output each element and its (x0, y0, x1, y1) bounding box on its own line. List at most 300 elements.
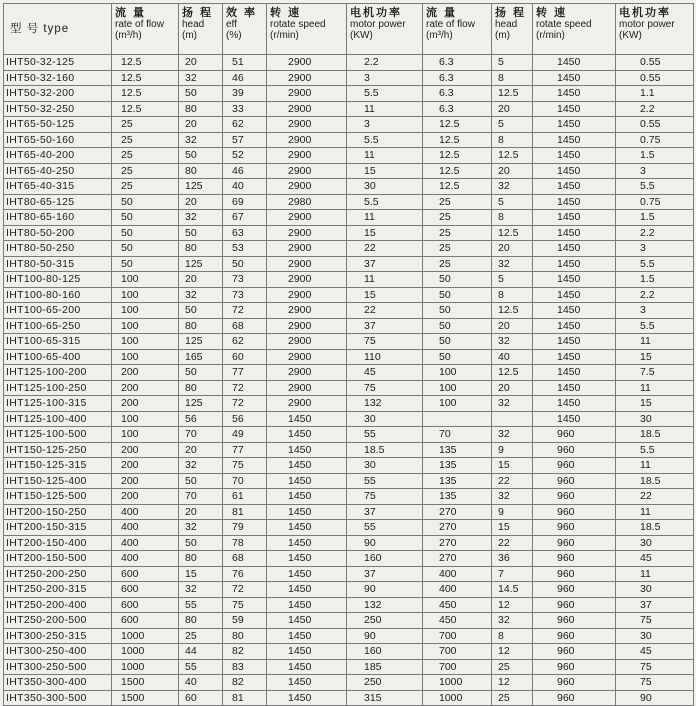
head-2-cell: 32 (492, 179, 533, 195)
motor-power-2-cell: 3 (616, 163, 694, 179)
head-cell: 56 (179, 411, 223, 427)
rate-of-flow-cell: 25 (112, 132, 179, 148)
motor-power-2-cell: 15 (616, 396, 694, 412)
rate-of-flow-2-cell: 700 (423, 644, 492, 660)
head-cell: 40 (179, 675, 223, 691)
model-cell: IHT80-50-200 (4, 225, 112, 241)
rotate-speed-cell: 2900 (267, 55, 347, 71)
rotate-speed-cell: 1450 (267, 442, 347, 458)
model-cell: IHT125-100-400 (4, 411, 112, 427)
motor-power-2-cell: 75 (616, 675, 694, 691)
table-row (4, 318, 694, 334)
rate-of-flow-2-cell: 50 (423, 287, 492, 303)
table-row (4, 411, 694, 427)
head-2-cell: 22 (492, 535, 533, 551)
model-cell: IHT50-32-200 (4, 86, 112, 102)
head-cell: 44 (179, 644, 223, 660)
rotate-speed-cell: 2900 (267, 241, 347, 257)
rate-of-flow-2-cell: 700 (423, 628, 492, 644)
head-cell: 50 (179, 535, 223, 551)
rotate-speed-cell: 2900 (267, 287, 347, 303)
rate-of-flow-2-cell: 450 (423, 597, 492, 613)
motor-power-cell: 11 (347, 210, 423, 226)
rate-of-flow-cell: 100 (112, 411, 179, 427)
header-eff: 效 率 eff (%) (223, 4, 267, 55)
head-cell: 80 (179, 551, 223, 567)
rate-of-flow-cell: 12.5 (112, 55, 179, 71)
rotate-speed-2-cell: 1450 (533, 380, 616, 396)
table-row (4, 256, 694, 272)
head-2-cell: 15 (492, 520, 533, 536)
rotate-speed-2-cell: 1450 (533, 70, 616, 86)
table-row (4, 458, 694, 474)
rotate-speed-2-cell: 1450 (533, 411, 616, 427)
motor-power-cell: 37 (347, 566, 423, 582)
head-cell: 80 (179, 241, 223, 257)
motor-power-2-cell: 2.2 (616, 225, 694, 241)
eff-cell: 72 (223, 582, 267, 598)
table-row (4, 287, 694, 303)
motor-power-2-cell: 15 (616, 349, 694, 365)
head-2-cell: 32 (492, 613, 533, 629)
head-2-cell: 9 (492, 504, 533, 520)
head-cell: 32 (179, 287, 223, 303)
rotate-speed-2-cell: 1450 (533, 225, 616, 241)
rate-of-flow-cell: 50 (112, 210, 179, 226)
rate-of-flow-2-cell: 270 (423, 535, 492, 551)
rotate-speed-cell: 1450 (267, 458, 347, 474)
model-cell: IHT65-50-125 (4, 117, 112, 133)
head-cell: 125 (179, 334, 223, 350)
eff-cell: 51 (223, 55, 267, 71)
rotate-speed-2-cell: 1450 (533, 194, 616, 210)
rate-of-flow-2-cell (423, 411, 492, 427)
rate-of-flow-cell: 50 (112, 256, 179, 272)
model-cell: IHT125-100-500 (4, 427, 112, 443)
rotate-speed-cell: 1450 (267, 520, 347, 536)
motor-power-2-cell: 2.2 (616, 101, 694, 117)
motor-power-cell: 132 (347, 396, 423, 412)
table-row (4, 690, 694, 706)
head-2-cell: 12.5 (492, 225, 533, 241)
table-row (4, 365, 694, 381)
model-cell: IHT80-65-125 (4, 194, 112, 210)
table-row (4, 427, 694, 443)
head-cell: 32 (179, 70, 223, 86)
rate-of-flow-cell: 50 (112, 194, 179, 210)
motor-power-cell: 315 (347, 690, 423, 706)
motor-power-cell: 15 (347, 163, 423, 179)
model-cell: IHT65-40-250 (4, 163, 112, 179)
rotate-speed-cell: 2980 (267, 194, 347, 210)
rate-of-flow-2-cell: 12.5 (423, 148, 492, 164)
model-cell: IHT50-32-125 (4, 55, 112, 71)
motor-power-cell: 18.5 (347, 442, 423, 458)
model-cell: IHT100-65-250 (4, 318, 112, 334)
rate-of-flow-2-cell: 1000 (423, 690, 492, 706)
table-row (4, 597, 694, 613)
motor-power-2-cell: 90 (616, 690, 694, 706)
rotate-speed-2-cell: 1450 (533, 241, 616, 257)
motor-power-2-cell: 75 (616, 659, 694, 675)
model-cell: IHT100-65-200 (4, 303, 112, 319)
eff-cell: 61 (223, 489, 267, 505)
motor-power-cell: 30 (347, 411, 423, 427)
model-cell: IHT250-200-500 (4, 613, 112, 629)
rotate-speed-cell: 1450 (267, 675, 347, 691)
table-row (4, 117, 694, 133)
head-cell: 80 (179, 101, 223, 117)
head-cell: 80 (179, 318, 223, 334)
rotate-speed-cell: 1450 (267, 551, 347, 567)
head-cell: 20 (179, 117, 223, 133)
motor-power-cell: 55 (347, 473, 423, 489)
head-2-cell: 7 (492, 566, 533, 582)
model-cell: IHT200-150-500 (4, 551, 112, 567)
rate-of-flow-cell: 100 (112, 427, 179, 443)
rotate-speed-2-cell: 960 (533, 504, 616, 520)
rate-of-flow-2-cell: 12.5 (423, 163, 492, 179)
rotate-speed-cell: 1450 (267, 659, 347, 675)
model-cell: IHT350-300-400 (4, 675, 112, 691)
head-cell: 125 (179, 396, 223, 412)
model-cell: IHT200-150-400 (4, 535, 112, 551)
rate-of-flow-cell: 25 (112, 148, 179, 164)
rotate-speed-2-cell: 960 (533, 659, 616, 675)
rotate-speed-cell: 1450 (267, 613, 347, 629)
rate-of-flow-2-cell: 50 (423, 303, 492, 319)
rotate-speed-cell: 2900 (267, 132, 347, 148)
rate-of-flow-cell: 100 (112, 272, 179, 288)
header-rotate-speed-2: 转 速 rotate speed (r/min) (533, 4, 616, 55)
header-motor-power: 电机功率 motor power (KW) (347, 4, 423, 55)
rate-of-flow-cell: 12.5 (112, 101, 179, 117)
eff-cell: 80 (223, 628, 267, 644)
rotate-speed-2-cell: 1450 (533, 163, 616, 179)
model-cell: IHT100-80-160 (4, 287, 112, 303)
table-row (4, 659, 694, 675)
head-2-cell: 12 (492, 597, 533, 613)
eff-cell: 82 (223, 644, 267, 660)
eff-cell: 73 (223, 287, 267, 303)
rotate-speed-2-cell: 1450 (533, 334, 616, 350)
eff-cell: 75 (223, 597, 267, 613)
head-2-cell: 9 (492, 442, 533, 458)
rate-of-flow-2-cell: 50 (423, 272, 492, 288)
rate-of-flow-cell: 400 (112, 551, 179, 567)
rate-of-flow-2-cell: 12.5 (423, 132, 492, 148)
model-cell: IHT80-50-315 (4, 256, 112, 272)
head-cell: 50 (179, 473, 223, 489)
rate-of-flow-cell: 200 (112, 458, 179, 474)
eff-cell: 69 (223, 194, 267, 210)
eff-cell: 82 (223, 675, 267, 691)
eff-cell: 83 (223, 659, 267, 675)
motor-power-2-cell: 11 (616, 566, 694, 582)
head-2-cell: 12.5 (492, 365, 533, 381)
rate-of-flow-cell: 400 (112, 535, 179, 551)
head-cell: 32 (179, 132, 223, 148)
rotate-speed-cell: 2900 (267, 70, 347, 86)
model-cell: IHT150-125-500 (4, 489, 112, 505)
rate-of-flow-cell: 600 (112, 582, 179, 598)
rate-of-flow-cell: 200 (112, 396, 179, 412)
motor-power-2-cell: 30 (616, 535, 694, 551)
motor-power-2-cell: 75 (616, 613, 694, 629)
motor-power-cell: 55 (347, 520, 423, 536)
model-cell: IHT100-80-125 (4, 272, 112, 288)
rotate-speed-2-cell: 960 (533, 489, 616, 505)
eff-cell: 79 (223, 520, 267, 536)
model-cell: IHT300-250-500 (4, 659, 112, 675)
table-row (4, 86, 694, 102)
rate-of-flow-2-cell: 25 (423, 256, 492, 272)
rate-of-flow-2-cell: 70 (423, 427, 492, 443)
rate-of-flow-2-cell: 400 (423, 582, 492, 598)
rate-of-flow-cell: 1500 (112, 690, 179, 706)
rate-of-flow-cell: 1500 (112, 675, 179, 691)
rotate-speed-cell: 2900 (267, 396, 347, 412)
eff-cell: 46 (223, 163, 267, 179)
table-row (4, 473, 694, 489)
motor-power-2-cell: 11 (616, 504, 694, 520)
motor-power-2-cell: 5.5 (616, 179, 694, 195)
head-2-cell: 14.5 (492, 582, 533, 598)
eff-cell: 72 (223, 396, 267, 412)
rate-of-flow-cell: 25 (112, 117, 179, 133)
rate-of-flow-cell: 200 (112, 489, 179, 505)
rotate-speed-cell: 2900 (267, 163, 347, 179)
rotate-speed-2-cell: 960 (533, 442, 616, 458)
table-row (4, 442, 694, 458)
model-cell: IHT250-200-400 (4, 597, 112, 613)
head-cell: 32 (179, 582, 223, 598)
head-cell: 50 (179, 148, 223, 164)
head-cell: 165 (179, 349, 223, 365)
eff-cell: 77 (223, 365, 267, 381)
rotate-speed-cell: 1450 (267, 535, 347, 551)
table-row (4, 210, 694, 226)
head-2-cell: 32 (492, 427, 533, 443)
rate-of-flow-2-cell: 6.3 (423, 101, 492, 117)
motor-power-cell: 160 (347, 644, 423, 660)
motor-power-2-cell: 0.55 (616, 70, 694, 86)
rate-of-flow-cell: 100 (112, 334, 179, 350)
model-cell: IHT80-50-250 (4, 241, 112, 257)
rate-of-flow-2-cell: 12.5 (423, 179, 492, 195)
rate-of-flow-cell: 25 (112, 179, 179, 195)
rate-of-flow-cell: 600 (112, 597, 179, 613)
rate-of-flow-2-cell: 25 (423, 210, 492, 226)
head-cell: 25 (179, 628, 223, 644)
rotate-speed-2-cell: 1450 (533, 272, 616, 288)
head-2-cell: 32 (492, 334, 533, 350)
head-2-cell: 32 (492, 489, 533, 505)
head-2-cell: 5 (492, 194, 533, 210)
rotate-speed-2-cell: 1450 (533, 55, 616, 71)
rotate-speed-cell: 2900 (267, 117, 347, 133)
motor-power-cell: 15 (347, 287, 423, 303)
model-cell: IHT100-65-315 (4, 334, 112, 350)
rotate-speed-2-cell: 960 (533, 675, 616, 691)
rate-of-flow-2-cell: 50 (423, 318, 492, 334)
head-2-cell: 12.5 (492, 303, 533, 319)
head-2-cell: 32 (492, 256, 533, 272)
head-cell: 32 (179, 458, 223, 474)
head-2-cell: 8 (492, 70, 533, 86)
eff-cell: 52 (223, 148, 267, 164)
eff-cell: 81 (223, 690, 267, 706)
model-cell: IHT250-200-315 (4, 582, 112, 598)
rotate-speed-2-cell: 1450 (533, 303, 616, 319)
rate-of-flow-cell: 100 (112, 318, 179, 334)
rotate-speed-2-cell: 1450 (533, 210, 616, 226)
motor-power-2-cell: 0.75 (616, 132, 694, 148)
motor-power-cell: 45 (347, 365, 423, 381)
head-2-cell: 20 (492, 163, 533, 179)
rate-of-flow-2-cell: 270 (423, 551, 492, 567)
rate-of-flow-2-cell: 135 (423, 489, 492, 505)
rotate-speed-cell: 1450 (267, 690, 347, 706)
rate-of-flow-cell: 25 (112, 163, 179, 179)
rate-of-flow-2-cell: 6.3 (423, 70, 492, 86)
header-rate-of-flow-2: 流 量 rate of flow (m³/h) (423, 4, 492, 55)
motor-power-2-cell: 1.5 (616, 210, 694, 226)
table-row (4, 489, 694, 505)
head-2-cell: 12 (492, 675, 533, 691)
motor-power-cell: 37 (347, 256, 423, 272)
head-2-cell: 12 (492, 644, 533, 660)
rate-of-flow-2-cell: 1000 (423, 675, 492, 691)
rotate-speed-2-cell: 1450 (533, 349, 616, 365)
head-cell: 80 (179, 380, 223, 396)
motor-power-cell: 75 (347, 334, 423, 350)
eff-cell: 63 (223, 225, 267, 241)
rotate-speed-2-cell: 1450 (533, 179, 616, 195)
rate-of-flow-2-cell: 135 (423, 473, 492, 489)
eff-cell: 39 (223, 86, 267, 102)
rotate-speed-cell: 2900 (267, 272, 347, 288)
motor-power-cell: 22 (347, 303, 423, 319)
rate-of-flow-cell: 400 (112, 504, 179, 520)
motor-power-cell: 37 (347, 318, 423, 334)
rate-of-flow-2-cell: 6.3 (423, 86, 492, 102)
motor-power-cell: 37 (347, 504, 423, 520)
rotate-speed-cell: 2900 (267, 210, 347, 226)
rotate-speed-cell: 2900 (267, 303, 347, 319)
motor-power-cell: 250 (347, 675, 423, 691)
model-cell: IHT150-125-315 (4, 458, 112, 474)
pump-performance-table (3, 3, 694, 706)
head-cell: 50 (179, 303, 223, 319)
header-rotate-speed: 转 速 rotate speed (r/min) (267, 4, 347, 55)
motor-power-2-cell: 18.5 (616, 427, 694, 443)
eff-cell: 73 (223, 272, 267, 288)
motor-power-cell: 3 (347, 117, 423, 133)
header-motor-power-2: 电机功率 motor power (KW) (616, 4, 694, 55)
motor-power-cell: 55 (347, 427, 423, 443)
rotate-speed-cell: 1450 (267, 504, 347, 520)
rotate-speed-2-cell: 960 (533, 628, 616, 644)
header-head: 扬 程 head (m) (179, 4, 223, 55)
table-row (4, 163, 694, 179)
motor-power-2-cell: 0.55 (616, 117, 694, 133)
motor-power-cell: 2.2 (347, 55, 423, 71)
eff-cell: 68 (223, 318, 267, 334)
head-cell: 20 (179, 272, 223, 288)
head-cell: 32 (179, 520, 223, 536)
head-cell: 55 (179, 597, 223, 613)
rate-of-flow-cell: 50 (112, 225, 179, 241)
head-2-cell: 5 (492, 117, 533, 133)
rate-of-flow-2-cell: 270 (423, 504, 492, 520)
header-head-2: 扬 程 head (m) (492, 4, 533, 55)
table-row (4, 520, 694, 536)
head-2-cell: 12.5 (492, 148, 533, 164)
rotate-speed-cell: 2900 (267, 148, 347, 164)
motor-power-2-cell: 37 (616, 597, 694, 613)
eff-cell: 76 (223, 566, 267, 582)
table-row (4, 396, 694, 412)
motor-power-2-cell: 1.5 (616, 148, 694, 164)
rate-of-flow-cell: 1000 (112, 659, 179, 675)
head-2-cell (492, 411, 533, 427)
model-cell: IHT125-100-200 (4, 365, 112, 381)
rotate-speed-2-cell: 960 (533, 535, 616, 551)
table-row (4, 582, 694, 598)
motor-power-cell: 90 (347, 628, 423, 644)
head-2-cell: 8 (492, 287, 533, 303)
table-row (4, 349, 694, 365)
head-cell: 125 (179, 179, 223, 195)
motor-power-cell: 90 (347, 582, 423, 598)
motor-power-cell: 185 (347, 659, 423, 675)
head-cell: 15 (179, 566, 223, 582)
table-row (4, 70, 694, 86)
head-cell: 20 (179, 504, 223, 520)
eff-cell: 72 (223, 380, 267, 396)
rate-of-flow-cell: 12.5 (112, 86, 179, 102)
rotate-speed-cell: 1450 (267, 427, 347, 443)
rotate-speed-cell: 2900 (267, 179, 347, 195)
head-cell: 70 (179, 489, 223, 505)
rotate-speed-2-cell: 960 (533, 427, 616, 443)
motor-power-2-cell: 1.5 (616, 272, 694, 288)
rate-of-flow-cell: 12.5 (112, 70, 179, 86)
table-row (4, 644, 694, 660)
head-2-cell: 20 (492, 318, 533, 334)
model-cell: IHT200-150-250 (4, 504, 112, 520)
motor-power-2-cell: 18.5 (616, 520, 694, 536)
rate-of-flow-cell: 200 (112, 365, 179, 381)
head-cell: 20 (179, 442, 223, 458)
motor-power-cell: 160 (347, 551, 423, 567)
table-row (4, 303, 694, 319)
motor-power-2-cell: 0.55 (616, 55, 694, 71)
head-2-cell: 12.5 (492, 86, 533, 102)
head-2-cell: 20 (492, 101, 533, 117)
rotate-speed-cell: 2900 (267, 256, 347, 272)
model-cell: IHT125-100-315 (4, 396, 112, 412)
motor-power-cell: 5.5 (347, 86, 423, 102)
rate-of-flow-2-cell: 6.3 (423, 55, 492, 71)
motor-power-cell: 110 (347, 349, 423, 365)
table-row (4, 334, 694, 350)
model-cell: IHT200-150-315 (4, 520, 112, 536)
rotate-speed-cell: 2900 (267, 101, 347, 117)
rotate-speed-2-cell: 960 (533, 551, 616, 567)
table-row (4, 613, 694, 629)
